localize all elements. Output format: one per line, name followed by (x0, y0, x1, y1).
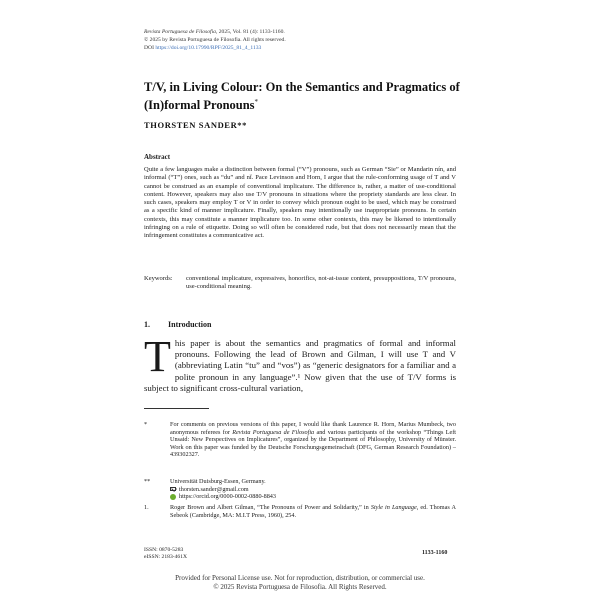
author-orcid[interactable]: https://orcid.org/0000-0002-0880-8843 (179, 493, 276, 501)
journal-name: Revista Portuguesa de Filosofia (144, 29, 216, 35)
footnote-mark: 1. (144, 504, 149, 511)
license-line: Provided for Personal License use. Not for reproduction, distribution, or commercial use. (175, 574, 425, 582)
footnote-mark: * (144, 421, 148, 428)
issn-electronic: eISSN: 2183-461X (144, 554, 188, 560)
footnote-1: 1. Roger Brown and Albert Gilman, “The Pronouns of Power and Solidarity,” in Style in Language, ed. Thomas A Sebeok (Cambridge, MA: M.I.T Press, 1960), 254. (144, 504, 456, 519)
journal-header (144, 28, 464, 52)
issn-block (144, 547, 187, 561)
journal-citation: , 2025, Vol. 81 (4): 1133-1160. (215, 29, 285, 35)
intro-paragraph (144, 332, 456, 394)
email-icon (170, 487, 176, 491)
keywords-list: conventional implicature, expressives, honorifics, not-at-issue content, presuppositions, T/V pronouns, use-conditional meaning. (186, 275, 456, 291)
abstract-heading: Abstract (144, 153, 171, 161)
section-heading (144, 320, 211, 329)
orcid-icon (170, 494, 176, 500)
page-range: 1133-1160 (422, 550, 448, 556)
footnote-mark: ** (144, 478, 151, 485)
doi-link[interactable]: https://doi.org/10.17990/RPF/2025_81_4_1133 (155, 45, 262, 51)
footnote-author-info (144, 478, 456, 501)
issn-print: ISSN: 0870-5283 (144, 547, 184, 553)
keywords-label: Keywords: (144, 275, 173, 282)
doi-label: DOI (144, 45, 154, 51)
license-footer (0, 574, 600, 592)
author-email[interactable]: thorsten.sander@gmail.com (179, 485, 249, 493)
section-number: 1. (144, 320, 150, 329)
drop-cap: T (144, 332, 171, 381)
keywords (144, 275, 456, 292)
article-title: T/V, in Living Colour: On the Semantics and Pragmatics of (In)formal Pronouns* (144, 80, 460, 113)
journal-copyright: © 2025 by Revista Portuguesa de Filosofia. All rights reserved. (144, 37, 286, 43)
author-affiliation: Universität Duisburg-Essen, Germany. (170, 478, 266, 485)
title-footnote-mark[interactable]: * (254, 98, 259, 106)
author-name: THORSTEN SANDER** (144, 120, 248, 130)
footnote-divider (144, 408, 209, 409)
footnote-acknowledgement: * For comments on previous versions of this paper, I would like thank Laurence R. Horn, Marius Mumbeck, two anonymous referees for Revista Portuguesa de Filosofia and various participants of the workshop “Things Left Unsaid: New Perspectives on Implicatures”, organized by the Department of Philosophy, University of Münster. Work on this paper was funded by the Deutsche Forschungsgemeinschaft (DFG, German Research Foundation) – 439302327. (144, 421, 457, 459)
section-title: Introduction (168, 320, 212, 329)
intro-text: his paper is about the semantics and pragmatics of formal and informal pronouns. Following the lead of Brown and Gilman, I will use T and V (abbreviating Latin “tu” and “vos”) as “generic designators for a familiar and a polite pronoun in any language”.¹ Now given that the use of T/V forms is subject to significant cross-cultural variation, (144, 338, 456, 393)
abstract-text: Quite a few languages make a distinction between formal (“V”) pronouns, such as German “Sie” or Mandarin nín, and informal (“T”) ones, such as “du” and nǐ. Pace Levinson and Horn, I argue that the rule-conforming usage of T and V cannot be construed as an example of conventional implicature. The difference is, rather, a matter of use-conditional content. However, speakers may also use T/V pronouns in situations where the propriety standards are less clear. In such cases, speakers may employ T or V in order to convey which pronoun ought to be used, which may be construed as a specific kind of manner implicature. Finally, speakers may intentionally use inappropriate pronouns. In certain contexts, this may constitute a manner implicature too. In some other contexts, this may be likened to intentionally infringing on a rule of etiquette. Doing so will often be considered rude, but that does not necessarily mean that the infringement constitutes a communicative act. (144, 166, 456, 240)
license-copyright: © 2025 Revista Portuguesa de Filosofia. All Rights Reserved. (213, 583, 387, 591)
